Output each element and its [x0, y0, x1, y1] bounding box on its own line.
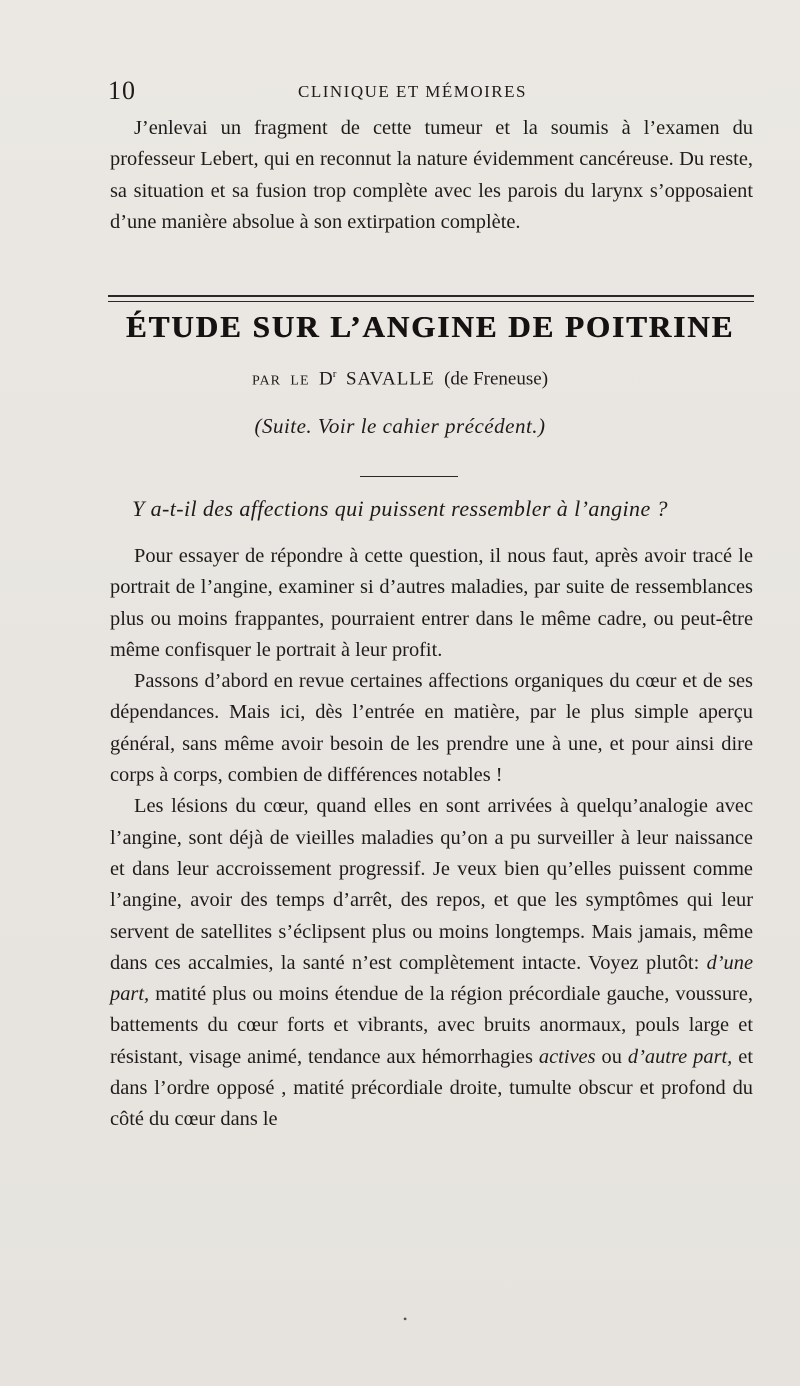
byline-dr: D	[319, 368, 333, 390]
paragraph: J’enlevai un fragment de cette tumeur et la soumis à l’examen du professeur Lebert, qui en reconnut la nature évidemment cancéreuse. Du reste, sa situation et sa fusion trop complète avec les parois du larynx s’opposaient d’une manière absolue à son extirpation complète.	[110, 117, 753, 233]
section-heading: Y a-t-il des affections qui puissent ressembler à l’angine ?	[132, 496, 668, 521]
paragraph: Passons d’abord en revue certaines affections organiques du cœur et de ses dépendances. Mais ici, dès l’entrée en matière, par le plus simple aperçu général, sans même avoir besoin de les prendre une à une, et pour ainsi dire corps à corps, combien de différences notables !	[110, 670, 753, 787]
text-run: et dans l’ordre opposé , matité précordiale droite, tumulte obscur et profond du côté du cœur dans le	[110, 1045, 753, 1131]
article-title: ÉTUDE SUR L’ANGINE DE POITRINE	[125, 309, 735, 344]
page-number: 10	[108, 76, 136, 105]
byline-le: LE	[290, 373, 310, 389]
text-run: ou	[595, 1045, 628, 1068]
emphasis: actives	[538, 1045, 596, 1068]
text-run: matité plus ou moins étendue de la région précordiale gauche, voussure, battements du cœur forts et vibrants, avec bruits anormaux, pouls large et résistant, visage animé, tendance aux hémorrhagies	[110, 983, 753, 1068]
author-name: SAVALLE	[345, 368, 435, 390]
emphasis: d’une part,	[110, 951, 753, 1006]
page-header	[108, 78, 758, 108]
text-run: Les lésions du cœur, quand elles en sont arrivées à quelqu’analogie avec l’angine, sont déjà de vieilles maladies qu’on a pu surveiller à leur naissance et dans leur accroissement progressif. Je veux bien qu’elles puissent comme l’angine, avoir des temps d’arrêt, des repos, et que les symptômes qui leur servent de satellites s’éclipsent plus ou moins longtemps. Mais jamais, même dans ces accalmies, la santé n’est complètement intacte. Voyez plutôt:	[110, 795, 753, 974]
emphasis: d’autre part,	[627, 1045, 733, 1068]
byline-dr-sup: r	[332, 368, 337, 380]
paragraph: Pour essayer de répondre à cette question, il nous faut, après avoir tracé le portrait de l’angine, examiner si d’autres maladies, par suite de ressemblances plus ou moins frappantes, pourraient entrer dans le même cadre, ou peut-être même confisquer le portrait à leur profit.	[110, 545, 753, 661]
short-rule-divider	[360, 476, 458, 477]
double-rule-divider	[108, 295, 754, 302]
byline	[0, 368, 800, 390]
previous-article-ending	[110, 113, 753, 238]
running-head: CLINIQUE ET MÉMOIRES	[298, 82, 527, 101]
paragraph	[110, 791, 753, 1135]
printer-mark: •	[403, 1312, 408, 1326]
main-text	[110, 541, 753, 1136]
author-affiliation: (de Freneuse)	[444, 368, 549, 390]
continuation-note: (Suite. Voir le cahier précédent.)	[254, 414, 546, 438]
byline-par: PAR	[251, 373, 281, 389]
